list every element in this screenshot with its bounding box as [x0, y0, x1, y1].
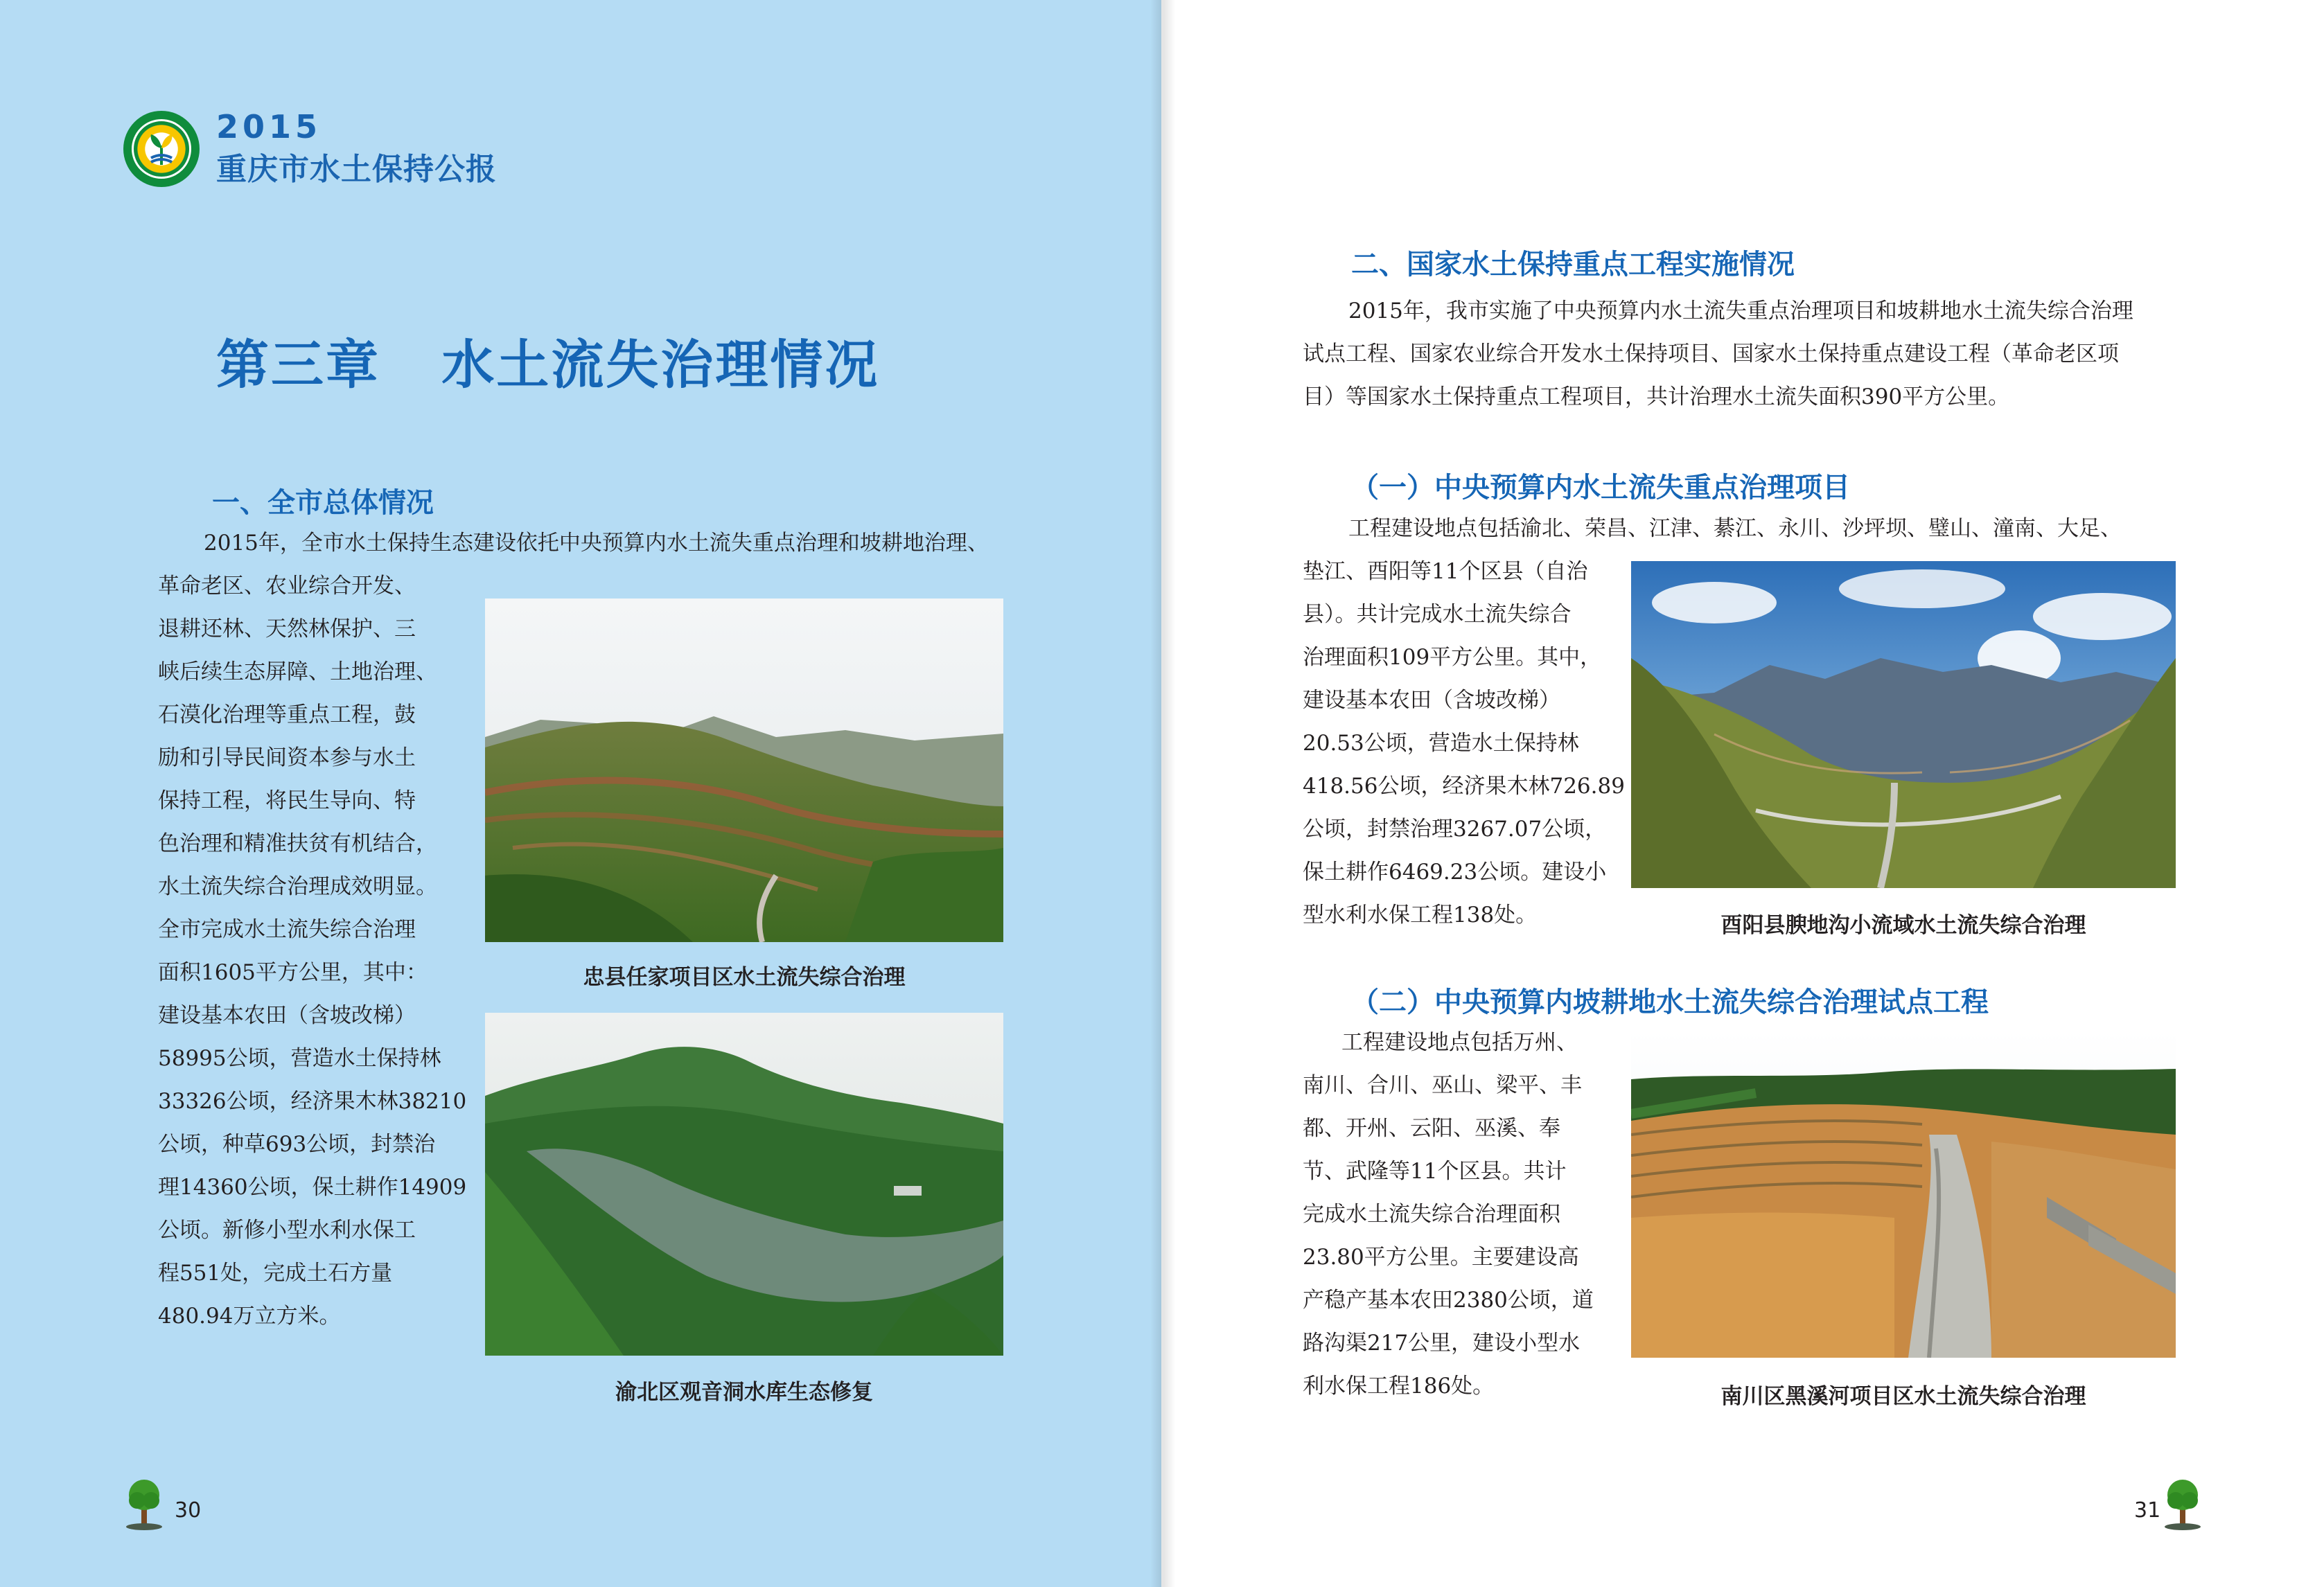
text-line: 建设基本农田（含坡改梯） [1303, 688, 1560, 713]
text-line: 利水保工程186处。 [1303, 1374, 1495, 1399]
section2-body [1303, 290, 2217, 418]
text-line: 退耕还林、天然林保护、三 [158, 617, 416, 641]
page-number-left: 30 [175, 1498, 202, 1523]
text-line: 试点工程、国家农业综合开发水土保持项目、国家水土保持重点建设工程（革命老区项 [1303, 342, 2119, 366]
text-line: 工程建设地点包括万州、 [1341, 1030, 1578, 1055]
text-line: 480.94万立方米。 [158, 1304, 341, 1329]
tree-icon [123, 1475, 165, 1531]
text-line: 石漠化治理等重点工程，鼓 [158, 702, 416, 727]
photo1-caption: 忠县任家项目区水土流失综合治理 [583, 965, 906, 990]
photo-yubei-reservoir [485, 1013, 1003, 1356]
text-line: 2015年，全市水土保持生态建设依托中央预算内水土流失重点治理和坡耕地治理、 [204, 531, 989, 556]
text-line: 23.80平方公里。主要建设高 [1303, 1245, 1579, 1270]
text-line: 南川、合川、巫山、梁平、丰 [1303, 1073, 1582, 1098]
text-line: 建设基本农田（含坡改梯） [158, 1003, 416, 1028]
text-line: 节、武隆等11个区县。共计 [1303, 1159, 1567, 1184]
text-line: 程551处，完成土石方量 [158, 1261, 393, 1286]
text-line: 面积1605平方公里，其中： [158, 960, 428, 985]
text-line: 公顷，封禁治理3267.07公顷， [1303, 817, 1607, 842]
page-gutter [1150, 0, 1175, 1587]
text-line: 都、开州、云阳、巫溪、奉 [1303, 1116, 1560, 1141]
text-line: 公顷。新修小型水利水保工 [158, 1218, 416, 1243]
sub2-heading: （二）中央预算内坡耕地水土流失综合治理试点工程 [1351, 986, 1989, 1018]
chapter-title: 第三章 水土流失治理情况 [216, 334, 880, 396]
text-line: 完成水土流失综合治理面积 [1303, 1202, 1560, 1227]
text-line: 33326公顷，经济果木林38210 [158, 1089, 467, 1114]
header-year: 2015 [216, 108, 322, 145]
text-line: 色治理和精准扶贫有机结合， [158, 831, 437, 856]
text-line: 418.56公顷，经济果木林726.89 [1303, 774, 1625, 799]
page-number-right: 31 [2134, 1498, 2161, 1523]
text-line: 目）等国家水土保持重点工程项目，共计治理水土流失面积390平方公里。 [1303, 384, 2010, 409]
sub1-heading: （一）中央预算内水土流失重点治理项目 [1351, 471, 1850, 504]
photo2-caption: 渝北区观音洞水库生态修复 [615, 1380, 873, 1405]
header-title: 重庆市水土保持公报 [216, 152, 497, 187]
text-line: 工程建设地点包括渝北、荣昌、江津、綦江、永川、沙坪坝、璧山、潼南、大足、 [1348, 516, 2122, 541]
text-line: 县）。共计完成水土流失综合 [1303, 602, 1572, 627]
text-line: 理14360公顷，保土耕作14909 [158, 1175, 467, 1200]
text-line: 公顷，种草693公顷，封禁治 [158, 1132, 436, 1157]
text-line: 2015年，我市实施了中央预算内水土流失重点治理项目和坡耕地水土流失综合治理 [1348, 299, 2133, 323]
text-line: 全市完成水土流失综合治理 [158, 917, 416, 942]
text-line: 保土耕作6469.23公顷。建设小 [1303, 860, 1607, 885]
text-line: 20.53公顷，营造水土保持林 [1303, 731, 1579, 756]
text-line: 革命老区、农业综合开发、 [158, 574, 416, 599]
text-line: 保持工程，将民生导向、特 [158, 788, 416, 813]
photo-zhongxian-terraces [485, 599, 1003, 942]
text-line: 产稳产基本农田2380公顷，道 [1303, 1288, 1594, 1313]
sub2-body [1303, 1021, 1635, 1408]
photo-youyang-valley [1631, 561, 2176, 888]
sprout-icon [147, 132, 176, 166]
photo-nanchuan-terraces [1631, 1031, 2176, 1358]
section1-heading: 一、全市总体情况 [212, 486, 434, 519]
text-line: 路沟渠217公里，建设小型水 [1303, 1331, 1581, 1356]
section2-heading: 二、国家水土保持重点工程实施情况 [1351, 248, 1795, 281]
text-line: 治理面积109平方公里。其中， [1303, 645, 1602, 670]
photo3-caption: 酉阳县腴地沟小流域水土流失综合治理 [1720, 913, 2086, 938]
text-line: 励和引导民间资本参与水土 [158, 745, 416, 770]
text-line: 型水利水保工程138处。 [1303, 903, 1538, 928]
photo4-caption: 南川区黑溪河项目区水土流失综合治理 [1720, 1384, 2086, 1409]
text-line: 峡后续生态屏障、土地治理、 [158, 659, 437, 684]
text-line: 垫江、酉阳等11个区县（自治 [1303, 559, 1588, 584]
text-line: 水土流失综合治理成效明显。 [158, 874, 437, 899]
text-line: 58995公顷，营造水土保持林 [158, 1046, 441, 1071]
tree-icon [2162, 1475, 2203, 1531]
